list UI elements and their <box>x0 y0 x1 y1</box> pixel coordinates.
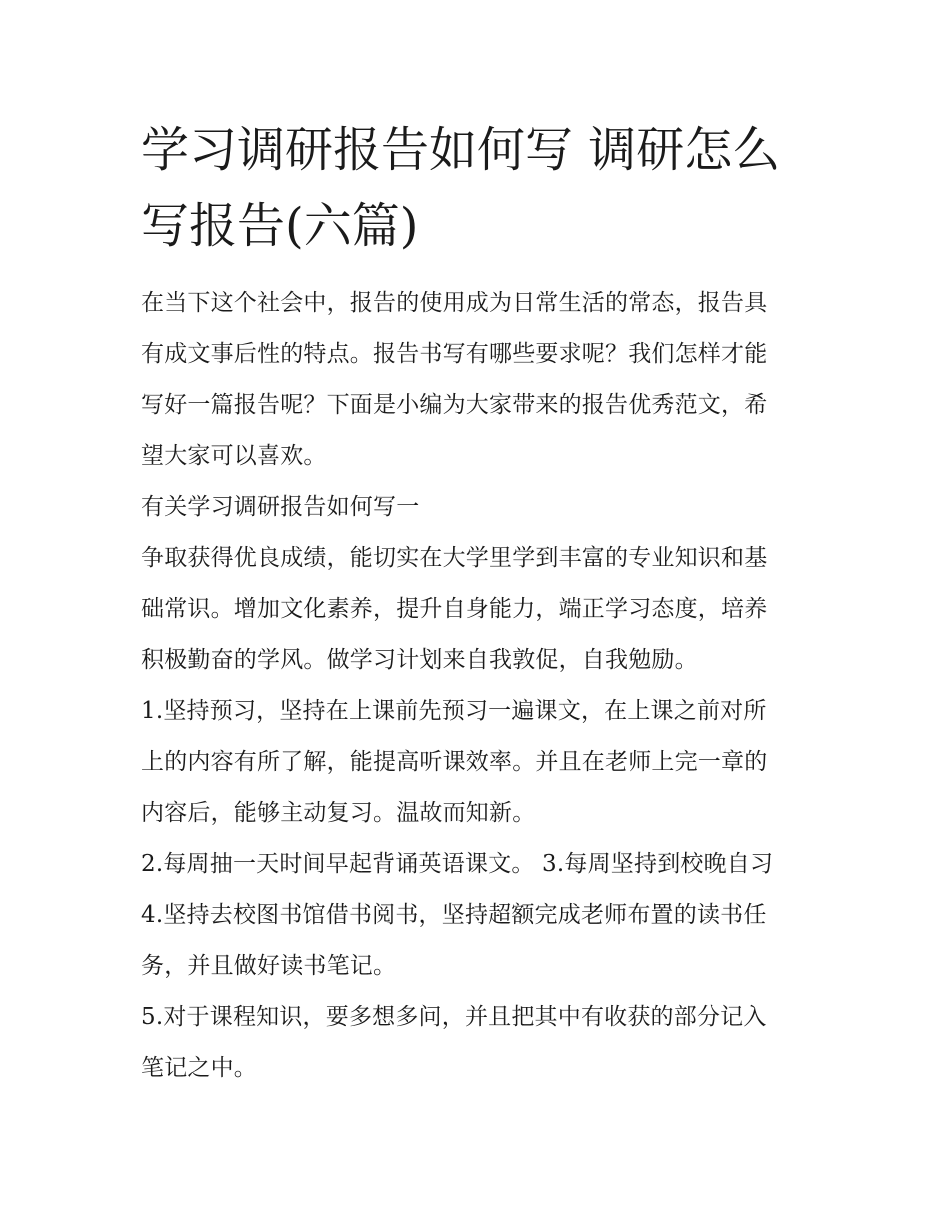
text-line: 5.对于课程知识，要多想多问，并且把其中有收获的部分记入 <box>141 1004 767 1030</box>
text-line: 积极勤奋的学风。做学习计划来自我敦促，自我勉励。 <box>141 647 698 673</box>
section-heading <box>141 482 813 533</box>
text-line: 内容后，能够主动复习。温故而知新。 <box>141 800 536 826</box>
text-line: 写好一篇报告呢？下面是小编为大家带来的报告优秀范文，希 <box>141 392 768 418</box>
document-page <box>141 112 813 1094</box>
text-line: 务，并且做好读书笔记。 <box>141 953 397 979</box>
text-line: 有关学习调研报告如何写一 <box>141 494 420 520</box>
list-item-2-3 <box>141 839 813 890</box>
text-line: 有成文事后性的特点。报告书写有哪些要求呢？我们怎样才能 <box>141 341 768 367</box>
title-line: 学习调研报告如何写 调研怎么 <box>141 122 781 178</box>
intro-paragraph <box>141 278 813 482</box>
text-line: 上的内容有所了解，能提高听课效率。并且在老师上完一章的 <box>141 749 768 775</box>
list-item-4 <box>141 890 813 992</box>
text-line: 在当下这个社会中，报告的使用成为日常生活的常态，报告具 <box>141 290 768 316</box>
text-line: 4.坚持去校图书馆借书阅书，坚持超额完成老师布置的读书任 <box>141 902 767 928</box>
goal-paragraph <box>141 533 813 686</box>
text-line: 争取获得优良成绩，能切实在大学里学到丰富的专业知识和基 <box>141 545 768 571</box>
text-line: 望大家可以喜欢。 <box>141 443 327 469</box>
document-title <box>141 112 813 264</box>
title-line: 写报告(六篇) <box>141 198 419 254</box>
text-line: 2.每周抽一天时间早起背诵英语课文。 3.每周坚持到校晚自习 <box>141 851 774 877</box>
list-item-5 <box>141 992 813 1094</box>
list-item-1 <box>141 686 813 839</box>
text-line: 础常识。增加文化素养，提升自身能力，端正学习态度，培养 <box>141 596 768 622</box>
text-line: 笔记之中。 <box>141 1055 257 1081</box>
text-line: 1.坚持预习，坚持在上课前先预习一遍课文，在上课之前对所 <box>141 698 767 724</box>
